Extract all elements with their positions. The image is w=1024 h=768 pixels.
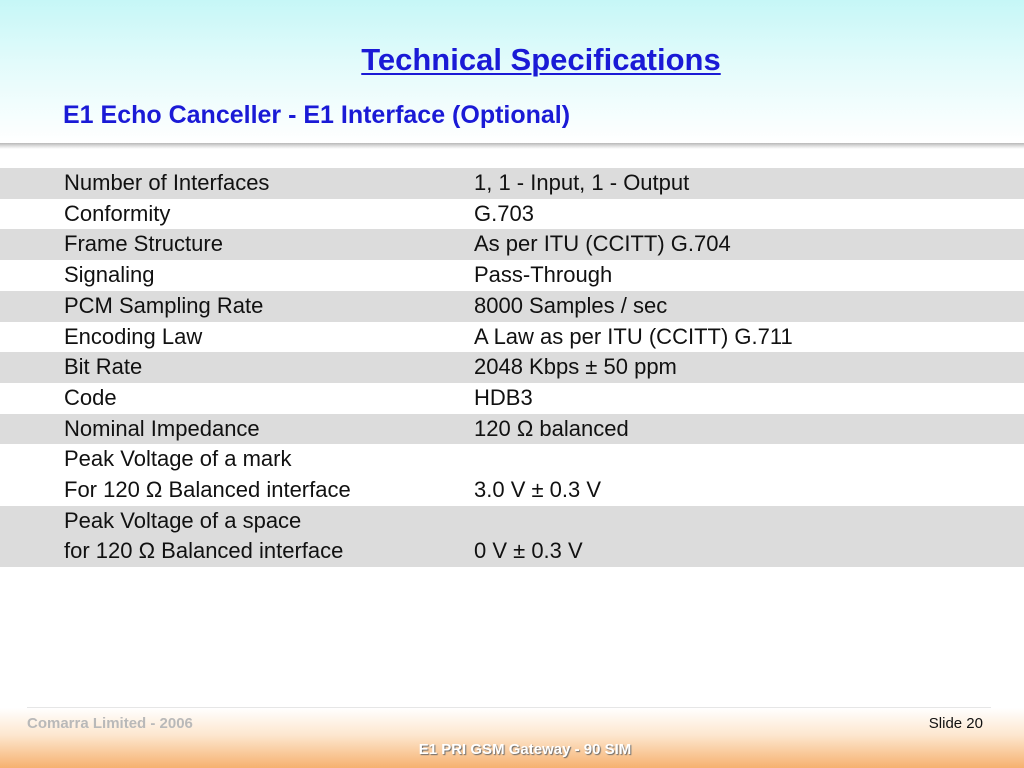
spec-label: Nominal Impedance <box>64 415 260 441</box>
spec-value: HDB3 <box>474 384 533 410</box>
spec-label: Signaling <box>64 262 155 288</box>
spec-row <box>0 383 1024 414</box>
spec-value: 8000 Samples / sec <box>474 292 668 318</box>
spec-value: A Law as per ITU (CCITT) G.711 <box>474 323 793 349</box>
spec-label: Code <box>64 384 117 410</box>
footer-company: Comarra Limited - 2006 <box>27 715 193 732</box>
spec-value: 1, 1 - Input, 1 - Output <box>474 170 690 195</box>
slide-title: Technical Specifications <box>361 42 721 77</box>
footer-product: E1 PRI GSM Gateway - 90 SIM <box>418 741 632 758</box>
spec-value: G.703 <box>474 200 534 226</box>
spec-value: 2048 Kbps ± 50 ppm <box>474 354 677 380</box>
spec-row <box>0 260 1024 291</box>
spec-row <box>0 291 1024 322</box>
slide-subtitle: E1 Echo Canceller - E1 Interface (Optional) <box>63 101 571 129</box>
slide-number: Slide 20 <box>928 715 983 732</box>
spec-row <box>0 168 1024 199</box>
spec-label: Frame Structure <box>64 231 223 257</box>
spec-table <box>0 168 1024 567</box>
spec-label: Peak Voltage of a mark For 120 Ω Balanced interface <box>64 446 351 503</box>
spec-label: PCM Sampling Rate <box>64 292 264 318</box>
spec-label: Encoding Law <box>64 323 203 349</box>
spec-row <box>0 229 1024 260</box>
spec-value: 0 V ± 0.3 V <box>474 538 583 564</box>
spec-value: Pass-Through <box>474 262 613 288</box>
spec-label: Conformity <box>64 200 171 226</box>
spec-value: 120 Ω balanced <box>474 415 629 441</box>
header-divider <box>0 143 1024 149</box>
footer-divider <box>27 707 991 708</box>
spec-label: Peak Voltage of a space for 120 Ω Balanced interface <box>64 507 344 564</box>
spec-row <box>0 444 1024 505</box>
spec-label: Bit Rate <box>64 354 143 380</box>
spec-row <box>0 199 1024 230</box>
spec-row <box>0 322 1024 353</box>
spec-row <box>0 352 1024 383</box>
spec-value: As per ITU (CCITT) G.704 <box>474 231 731 257</box>
spec-value: 3.0 V ± 0.3 V <box>474 477 602 503</box>
spec-label: Number of Interfaces <box>64 170 270 195</box>
spec-row <box>0 506 1024 567</box>
spec-row <box>0 414 1024 445</box>
